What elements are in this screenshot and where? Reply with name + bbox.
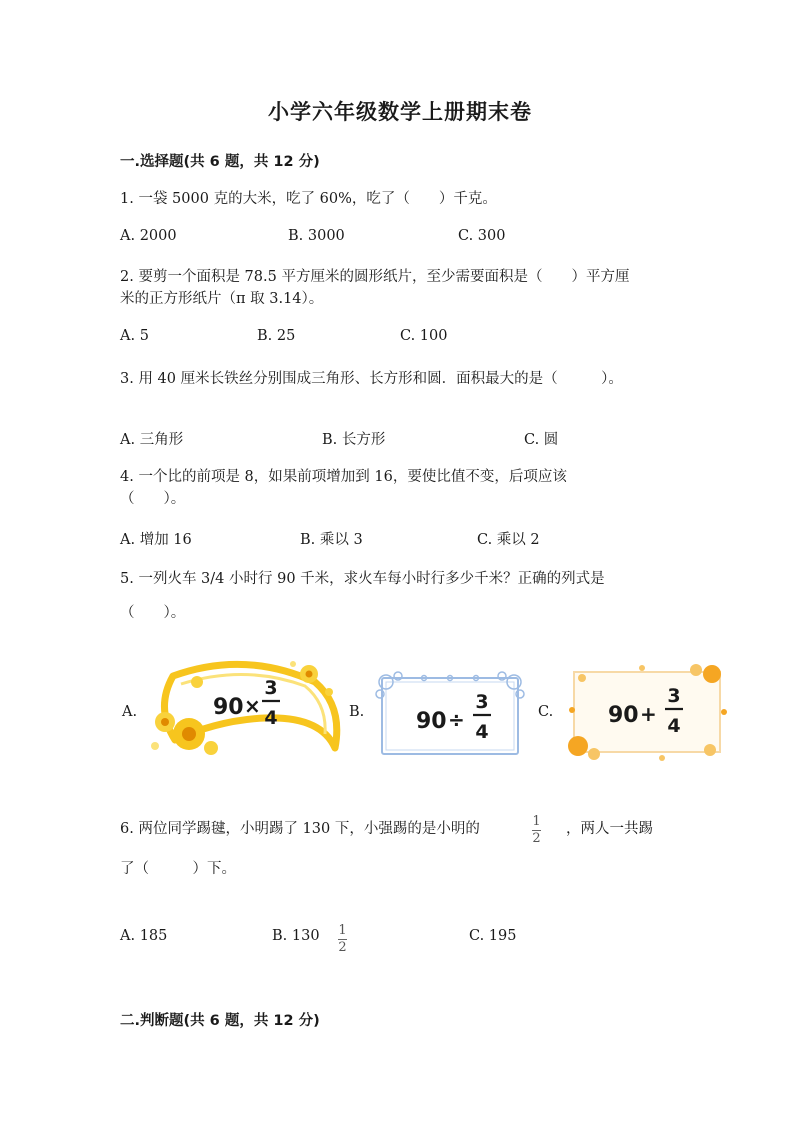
q5-b-den: 4 bbox=[475, 721, 489, 743]
q5-c-op: + bbox=[640, 702, 657, 726]
section-heading-choice: 一.选择题(共 6 题，共 12 分) bbox=[120, 154, 320, 170]
q5-option-a-label[interactable]: A. bbox=[122, 704, 138, 720]
q4-option-a[interactable]: A. 增加 16 bbox=[120, 532, 192, 548]
question-6-line-2: 了（ ）下。 bbox=[120, 861, 236, 877]
q5-b-left: 90 bbox=[416, 709, 447, 734]
q5-option-b-label[interactable]: B. bbox=[349, 704, 365, 720]
q5-c-den: 4 bbox=[667, 715, 681, 737]
q5-a-den: 4 bbox=[264, 707, 278, 729]
q5-c-num: 3 bbox=[667, 685, 681, 707]
q4-option-b[interactable]: B. 乘以 3 bbox=[300, 532, 363, 548]
q6-option-b-fraction bbox=[338, 924, 347, 955]
q2-option-c[interactable]: C. 100 bbox=[400, 328, 448, 344]
q5-option-c-label[interactable]: C. bbox=[538, 704, 554, 720]
q3-option-c[interactable]: C. 圆 bbox=[524, 432, 559, 448]
q3-option-a[interactable]: A. 三角形 bbox=[120, 432, 184, 448]
question-2-line-1: 2. 要剪一个面积是 78.5 平方厘米的圆形纸片，至少需要面积是（ ）平方厘 bbox=[120, 269, 630, 285]
q5-option-c-image[interactable] bbox=[562, 660, 732, 768]
q2-option-a[interactable]: A. 5 bbox=[120, 328, 149, 344]
question-3: 3. 用 40 厘米长铁丝分别围成三角形、长方形和圆．面积最大的是（ ）。 bbox=[120, 371, 623, 387]
q6-fraction-denominator: 2 bbox=[532, 831, 541, 846]
q6-option-b-fraction-numerator: 1 bbox=[338, 923, 347, 938]
question-2-line-2: 米的正方形纸片（π 取 3.14）。 bbox=[120, 291, 324, 307]
q6-option-b-fraction-denominator: 2 bbox=[338, 940, 347, 955]
page-title: 小学六年级数学上册期末卷 bbox=[268, 100, 532, 124]
q5-a-op: × bbox=[244, 694, 261, 718]
question-5-line-1: 5. 一列火车 3/4 小时行 90 千米，求火车每小时行多少千米？正确的列式是 bbox=[120, 571, 605, 587]
q5-option-b-image[interactable] bbox=[372, 668, 528, 768]
question-6-line-1-before: 6. 两位同学踢毽，小明踢了 130 下，小强踢的是小明的 bbox=[120, 821, 480, 837]
q1-option-b[interactable]: B. 3000 bbox=[288, 228, 345, 244]
q6-option-b[interactable]: B. 130 bbox=[272, 928, 320, 944]
q5-c-left: 90 bbox=[608, 703, 639, 728]
q6-fraction bbox=[532, 815, 541, 846]
question-1: 1. 一袋 5000 克的大米，吃了 60%，吃了（ ）千克。 bbox=[120, 191, 497, 207]
q6-fraction-numerator: 1 bbox=[532, 814, 541, 829]
q5-a-left: 90 bbox=[213, 695, 244, 720]
q5-option-a-image[interactable] bbox=[145, 656, 345, 760]
q1-option-a[interactable]: A. 2000 bbox=[120, 228, 177, 244]
question-6-line-1-after: ，两人一共踢 bbox=[566, 821, 653, 837]
q5-a-num: 3 bbox=[264, 677, 278, 699]
q6-option-c[interactable]: C. 195 bbox=[469, 928, 517, 944]
question-5-line-2: （ ）。 bbox=[120, 605, 186, 621]
q4-option-c[interactable]: C. 乘以 2 bbox=[477, 532, 540, 548]
question-4-line-2: （ ）。 bbox=[120, 491, 186, 507]
q3-option-b[interactable]: B. 长方形 bbox=[322, 432, 386, 448]
q2-option-b[interactable]: B. 25 bbox=[257, 328, 296, 344]
question-4-line-1: 4. 一个比的前项是 8，如果前项增加到 16，要使比值不变，后项应该 bbox=[120, 469, 567, 485]
q5-b-num: 3 bbox=[475, 691, 489, 713]
section-heading-true-false: 二.判断题(共 6 题，共 12 分) bbox=[120, 1013, 320, 1029]
q1-option-c[interactable]: C. 300 bbox=[458, 228, 506, 244]
q5-b-op: ÷ bbox=[448, 708, 465, 732]
q6-option-a[interactable]: A. 185 bbox=[120, 928, 168, 944]
